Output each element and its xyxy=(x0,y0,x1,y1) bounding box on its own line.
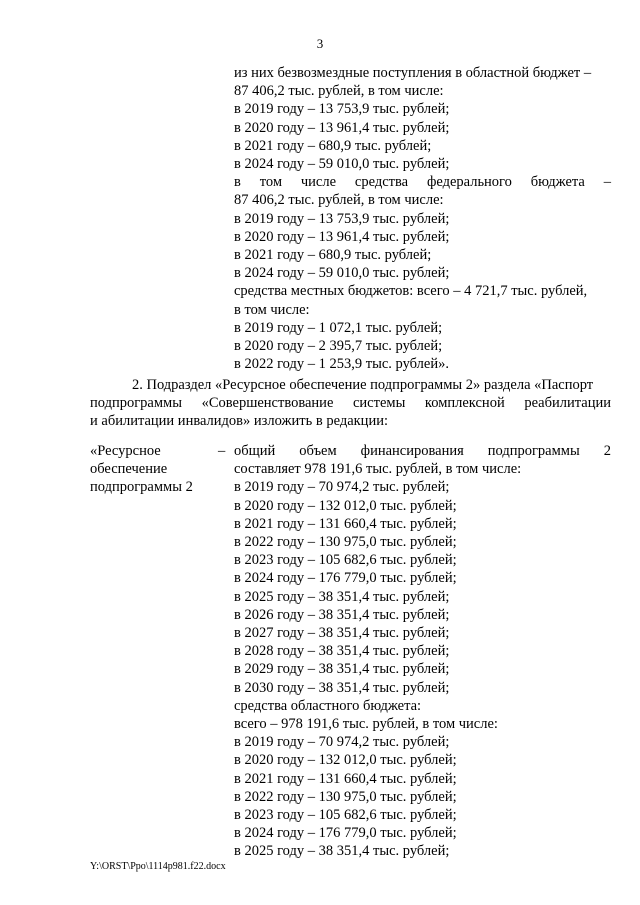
word: числе xyxy=(300,174,337,191)
text-line: в 2019 году – 70 974,2 тыс. рублей; xyxy=(234,734,450,751)
text-line: в 2023 году – 105 682,6 тыс. рублей; xyxy=(234,552,457,569)
amendment-paragraph xyxy=(90,376,611,431)
text-line: в 2021 году – 131 660,4 тыс. рублей; xyxy=(234,770,457,787)
label-line: подпрограммы 2 xyxy=(90,479,193,496)
word: реабилитации xyxy=(524,395,611,412)
text-line: в 2022 году – 130 975,0 тыс. рублей; xyxy=(234,788,457,805)
text-line: в 2022 году – 1 253,9 тыс. рублей». xyxy=(234,356,449,373)
word: «Совершенствование xyxy=(201,395,334,412)
word: 2 xyxy=(603,443,611,459)
text-line: из них безвозмездные поступления в областной бюджет – xyxy=(234,65,592,81)
text-line: составляет 978 191,6 тыс. рублей, в том числе: xyxy=(234,461,522,478)
word: средства xyxy=(354,174,409,191)
text-line: в 2020 году – 132 012,0 тыс. рублей; xyxy=(234,497,457,514)
text-line: в 2019 году – 70 974,2 тыс. рублей; xyxy=(234,479,450,496)
text-line: в 2020 году – 13 961,4 тыс. рублей; xyxy=(234,119,450,136)
word: комплексной xyxy=(424,395,505,412)
text-line: в 2024 году – 176 779,0 тыс. рублей; xyxy=(234,570,457,587)
text-line: в 2030 году – 38 351,4 тыс. рублей; xyxy=(234,679,450,696)
text-line: 87 406,2 тыс. рублей, в том числе: xyxy=(234,192,444,209)
paragraph-line-1: 2. Подраздел «Ресурсное обеспечение подпрограммы 2» раздела «Паспорт xyxy=(132,377,594,393)
text-line: в 2020 году – 13 961,4 тыс. рублей; xyxy=(234,228,450,245)
word: том xyxy=(259,174,283,191)
text-line: в том числе: xyxy=(234,301,310,318)
paragraph-line-3: и абилитации инвалидов» изложить в редакции: xyxy=(90,413,388,430)
word: – xyxy=(603,174,611,191)
label-line: «Ресурсное xyxy=(90,443,161,459)
text-line: в 2025 году – 38 351,4 тыс. рублей; xyxy=(234,588,450,605)
word: подпрограммы xyxy=(487,443,580,459)
text-line: в 2021 году – 680,9 тыс. рублей; xyxy=(234,247,432,264)
text-line: в 2022 году – 130 975,0 тыс. рублей; xyxy=(234,534,457,551)
text-line: в 2019 году – 13 753,9 тыс. рублей; xyxy=(234,101,450,118)
funding-block-top xyxy=(234,64,611,373)
text-line: в 2021 году – 680,9 тыс. рублей; xyxy=(234,137,432,154)
text-line: средства местных бюджетов: всего – 4 721,7 тыс. рублей, xyxy=(234,283,588,300)
text-line: в 2019 году – 1 072,1 тыс. рублей; xyxy=(234,319,443,336)
text-line: в 2024 году – 59 010,0 тыс. рублей; xyxy=(234,265,450,282)
text-line: в 2023 году – 105 682,6 тыс. рублей; xyxy=(234,807,457,824)
word: федерального xyxy=(426,174,512,191)
paragraph-line-2 xyxy=(90,394,611,412)
table-left-label xyxy=(90,442,220,497)
text-line: в 2024 году – 176 779,0 тыс. рублей; xyxy=(234,825,457,842)
word: системы xyxy=(352,395,406,412)
table-dash: – xyxy=(218,443,226,459)
word: объем xyxy=(299,443,337,459)
funding-block-table xyxy=(234,442,611,861)
text-line: в 2019 году – 13 753,9 тыс. рублей; xyxy=(234,210,450,227)
text-line: в 2028 году – 38 351,4 тыс. рублей; xyxy=(234,643,450,660)
word: общий xyxy=(234,443,276,459)
table-first-line xyxy=(234,442,611,460)
text-line: в 2021 году – 131 660,4 тыс. рублей; xyxy=(234,515,457,532)
text-line: 87 406,2 тыс. рублей, в том числе: xyxy=(234,83,444,100)
text-line: в 2024 году – 59 010,0 тыс. рублей; xyxy=(234,156,450,173)
word: подпрограммы xyxy=(90,395,182,412)
file-path-footer: Y:\ORST\Ppo\1114p981.f22.docx xyxy=(90,861,226,872)
text-line: в 2026 году – 38 351,4 тыс. рублей; xyxy=(234,606,450,623)
justified-line xyxy=(234,173,611,191)
text-line: средства областного бюджета: xyxy=(234,697,422,714)
text-line: в 2027 году – 38 351,4 тыс. рублей; xyxy=(234,625,450,642)
text-line: в 2020 году – 132 012,0 тыс. рублей; xyxy=(234,752,457,769)
text-line: в 2025 году – 38 351,4 тыс. рублей; xyxy=(234,843,450,860)
word: бюджета xyxy=(530,174,585,191)
text-line: в 2029 году – 38 351,4 тыс. рублей; xyxy=(234,661,450,678)
word: финансирования xyxy=(360,443,464,459)
text-line: в 2020 году – 2 395,7 тыс. рублей; xyxy=(234,338,443,355)
word: в xyxy=(234,174,241,191)
page-number: 3 xyxy=(316,36,324,51)
label-line: обеспечение xyxy=(90,461,168,478)
text-line: всего – 978 191,6 тыс. рублей, в том числе: xyxy=(234,716,498,733)
